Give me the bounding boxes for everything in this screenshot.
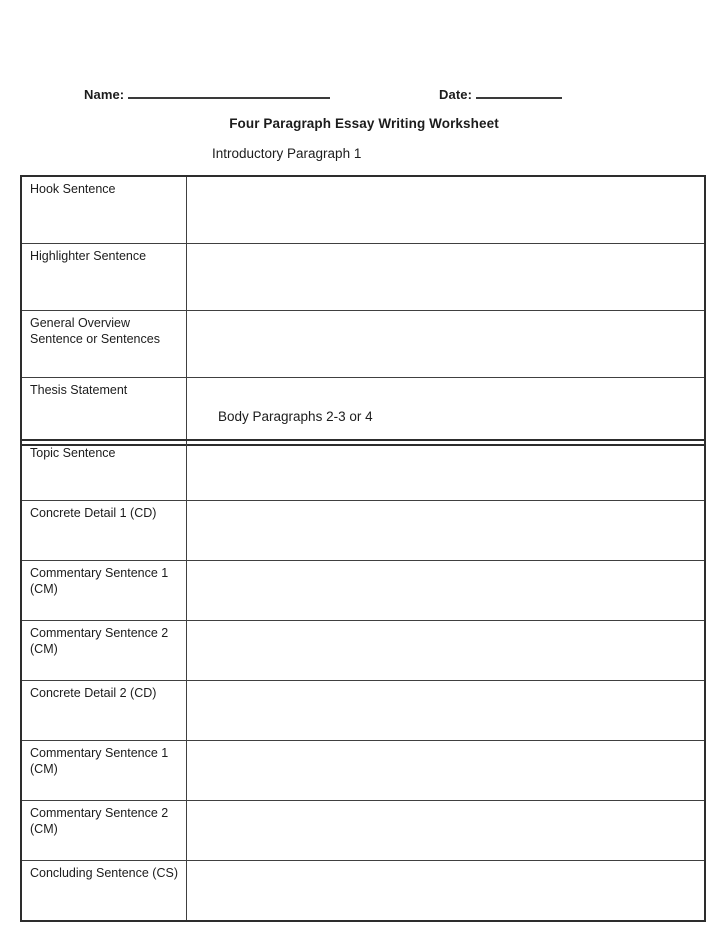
row-label-cell: Concluding Sentence (CS) <box>21 861 187 922</box>
row-answer-cell <box>187 681 706 741</box>
name-blank-line <box>128 84 330 99</box>
table-row <box>21 244 705 311</box>
row-label-cell: Commentary Sentence 2 (CM) <box>21 801 187 861</box>
row-answer-cell <box>187 176 706 244</box>
header-row <box>0 84 728 104</box>
row-answer-cell <box>187 440 706 501</box>
table-row <box>21 311 705 378</box>
row-label-cell: General Overview Sentence or Sentences <box>21 311 187 378</box>
row-label-cell: Commentary Sentence 2 (CM) <box>21 621 187 681</box>
date-field-group <box>439 84 562 104</box>
date-blank-line <box>476 84 562 99</box>
row-label-cell: Hook Sentence <box>21 176 187 244</box>
row-label-cell: Highlighter Sentence <box>21 244 187 311</box>
table-row <box>21 440 705 501</box>
body-paragraphs-table <box>20 439 706 922</box>
table-row <box>21 861 705 922</box>
date-label: Date: <box>439 87 473 102</box>
row-label-cell: Concrete Detail 2 (CD) <box>21 681 187 741</box>
table-row <box>21 741 705 801</box>
table-row <box>21 501 705 561</box>
row-answer-cell <box>187 861 706 922</box>
row-answer-cell <box>187 311 706 378</box>
table-row <box>21 681 705 741</box>
section-heading-body-paragraphs: Body Paragraphs 2-3 or 4 <box>218 409 373 424</box>
row-answer-cell <box>187 244 706 311</box>
row-label-cell: Concrete Detail 1 (CD) <box>21 501 187 561</box>
table-row <box>21 621 705 681</box>
row-answer-cell <box>187 741 706 801</box>
table-row <box>21 801 705 861</box>
row-label-cell: Thesis Statement <box>21 378 187 446</box>
row-answer-cell <box>187 621 706 681</box>
row-answer-cell <box>187 801 706 861</box>
name-label: Name: <box>84 87 125 102</box>
page-title: Four Paragraph Essay Writing Worksheet <box>229 116 499 131</box>
row-label-cell: Commentary Sentence 1 (CM) <box>21 741 187 801</box>
name-field-group <box>84 84 330 104</box>
table-row <box>21 176 705 244</box>
introductory-paragraph-table <box>20 175 706 446</box>
row-label-cell: Commentary Sentence 1 (CM) <box>21 561 187 621</box>
table-row <box>21 561 705 621</box>
row-answer-cell <box>187 501 706 561</box>
row-label-cell: Topic Sentence <box>21 440 187 501</box>
row-answer-cell <box>187 561 706 621</box>
section-heading-introductory-paragraph: Introductory Paragraph 1 <box>212 146 362 161</box>
